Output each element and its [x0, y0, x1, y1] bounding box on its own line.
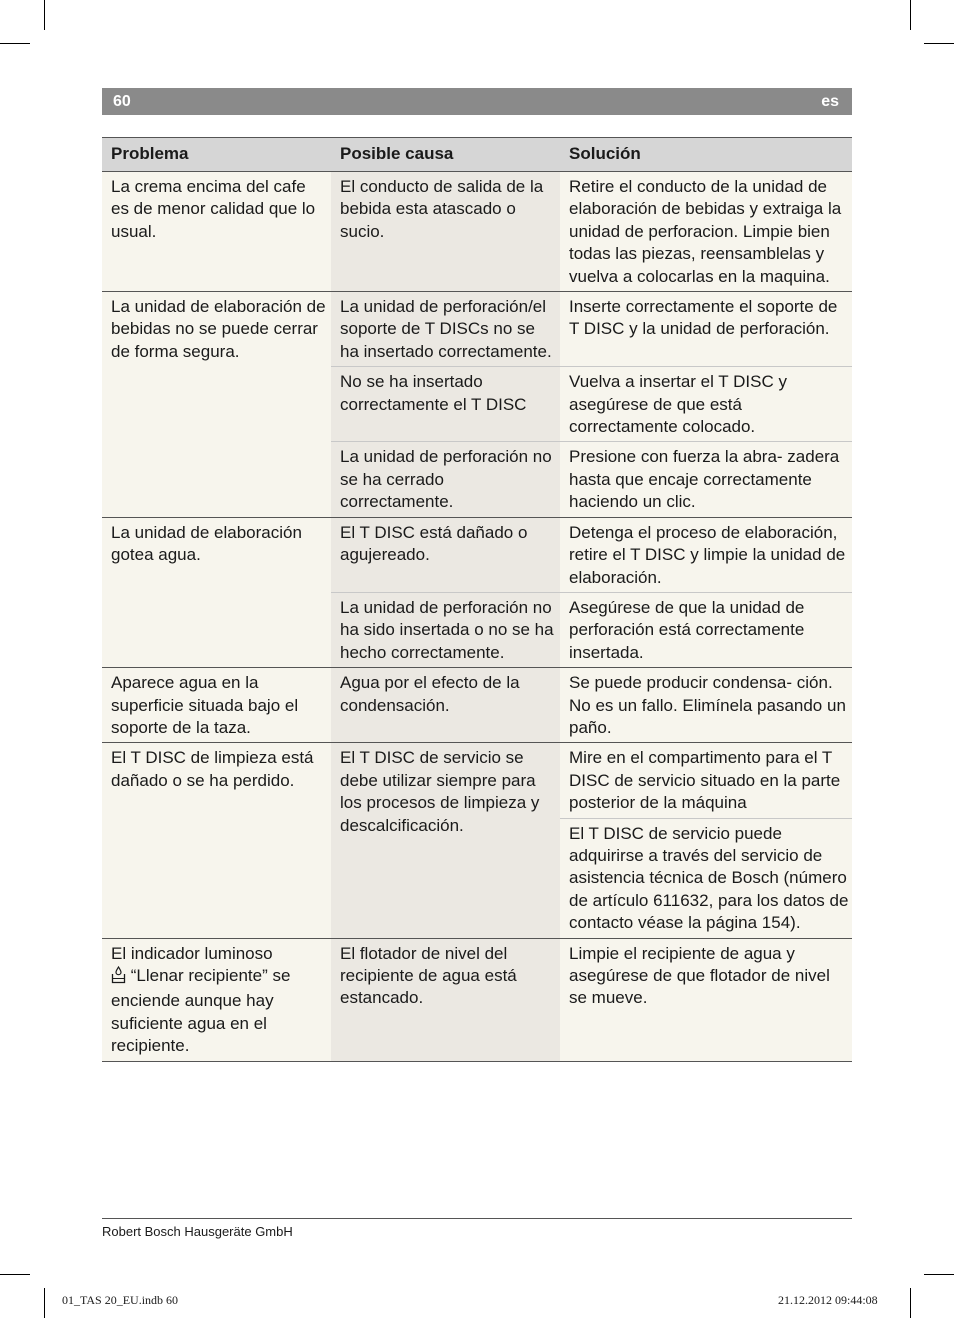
header-cause: Posible causa: [331, 138, 560, 172]
problem-cell: La unidad de elaboración gotea agua.: [102, 517, 331, 667]
print-slug-date: 21.12.2012 09:44:08: [778, 1293, 878, 1307]
solution-cell: El T DISC de servicio puede adquirirse a través del servicio de asistencia técnica de Bosch (número de artículo 611632, para los datos de contacto véase la página 154).: [560, 818, 852, 938]
problem-cell: Aparece agua en la superficie situada bajo el soporte de la taza.: [102, 668, 331, 743]
problem-cell: La crema encima del cafe es de menor calidad que lo usual.: [102, 172, 331, 292]
cause-cell: La unidad de perforación no ha sido insertada o no se ha hecho correctamente.: [331, 592, 560, 667]
cause-cell: El T DISC está dañado o agujereado.: [331, 517, 560, 592]
header-problem: Problema: [102, 138, 331, 172]
crop-mark: [44, 0, 45, 30]
cause-cell: El flotador de nivel del recipiente de agua está estancado.: [331, 938, 560, 1061]
table-row: [102, 517, 852, 592]
page-header: [102, 88, 852, 115]
header-solution: Solución: [560, 138, 852, 172]
solution-cell: Mire en el compartimento para el T DISC de servicio situado en la parte posterior de la máquina: [560, 743, 852, 818]
solution-cell: Vuelva a insertar el T DISC y asegúrese de que está correctamente colocado.: [560, 367, 852, 442]
water-tank-fill-icon: [111, 966, 126, 990]
table-row: [102, 172, 852, 292]
cause-cell: La unidad de perforación/el soporte de T DISCs no se ha insertado correctamente.: [331, 292, 560, 367]
language-code: es: [821, 93, 839, 110]
table-row: [102, 743, 852, 818]
cause-cell: El conducto de salida de la bebida esta atascado o sucio.: [331, 172, 560, 292]
footer-divider: [102, 1218, 852, 1219]
table-row: [102, 292, 852, 367]
problem-cell: La unidad de elaboración de bebidas no se puede cerrar de forma segura.: [102, 292, 331, 518]
cause-cell: No se ha insertado correctamente el T DISC: [331, 367, 560, 442]
solution-cell: Retire el conducto de la unidad de elaboración de bebidas y extraiga la unidad de perforacion. Limpie bien todas las piezas, reensamblelas y vuelva a colocarlas en la maquina.: [560, 172, 852, 292]
crop-mark: [910, 1288, 911, 1318]
problem-text-suffix: “Llenar recipiente” se enciende aunque hay suficiente agua en el recipiente.: [111, 966, 291, 1056]
solution-cell: Asegúrese de que la unidad de perforación está correctamente insertada.: [560, 592, 852, 667]
table-header-row: [102, 138, 852, 172]
footer-company: Robert Bosch Hausgeräte GmbH: [102, 1224, 293, 1239]
crop-mark: [44, 1288, 45, 1318]
problem-cell: [102, 938, 331, 1061]
solution-cell: Limpie el recipiente de agua y asegúrese de que flotador de nivel se mueve.: [560, 938, 852, 1061]
page-number: 60: [113, 93, 131, 110]
troubleshooting-table: [102, 137, 852, 1062]
cause-cell: Agua por el efecto de la condensación.: [331, 668, 560, 743]
problem-cell: El T DISC de limpieza está dañado o se ha perdido.: [102, 743, 331, 938]
solution-cell: Se puede producir condensa- ción. No es un fallo. Elimínela pasando un paño.: [560, 668, 852, 743]
crop-mark: [0, 43, 30, 44]
solution-cell: Detenga el proceso de elaboración, retire el T DISC y limpie la unidad de elaboración.: [560, 517, 852, 592]
crop-mark: [0, 1274, 30, 1275]
print-slug-file: 01_TAS 20_EU.indb 60: [62, 1293, 179, 1307]
cause-cell: La unidad de perforación no se ha cerrado correctamente.: [331, 442, 560, 517]
problem-text: El indicador luminoso: [111, 943, 273, 963]
crop-mark: [924, 1274, 954, 1275]
table-row: [102, 938, 852, 1061]
solution-cell: Presione con fuerza la abra- zadera hasta que encaje correctamente haciendo un clic.: [560, 442, 852, 517]
solution-cell: Inserte correctamente el soporte de T DISC y la unidad de perforación.: [560, 292, 852, 367]
crop-mark: [924, 43, 954, 44]
crop-mark: [910, 0, 911, 30]
table-row: [102, 668, 852, 743]
cause-cell: El T DISC de servicio se debe utilizar siempre para los procesos de limpieza y descalcificación.: [331, 743, 560, 938]
